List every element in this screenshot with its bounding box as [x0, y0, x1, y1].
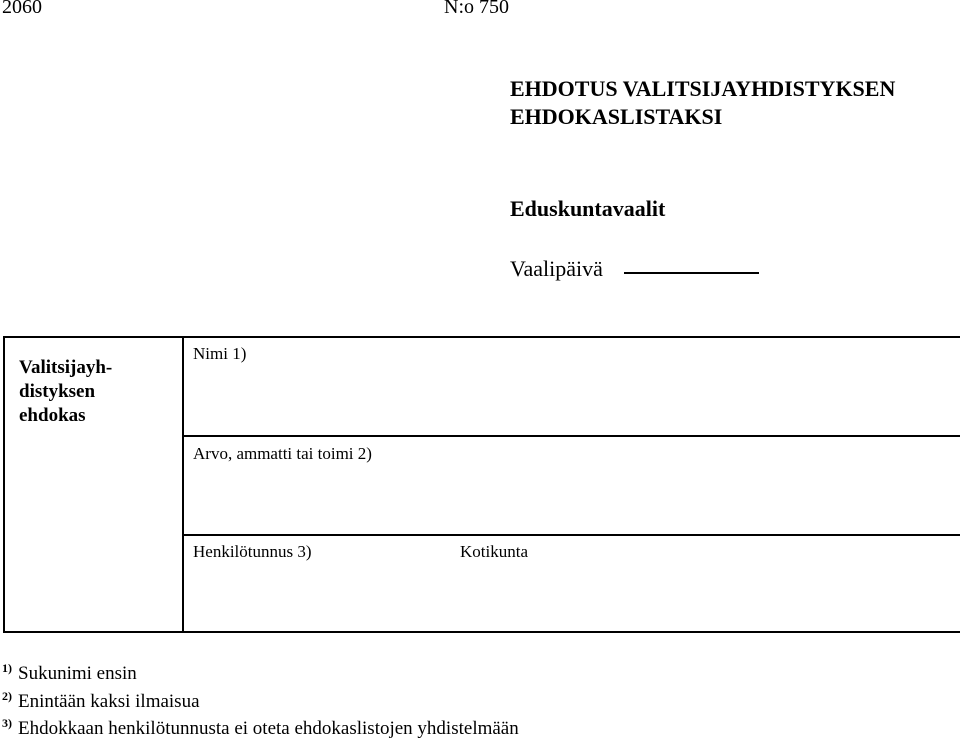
footnote-text: Sukunimi ensin: [18, 663, 137, 684]
election-day-label: Vaalipäivä: [510, 256, 603, 281]
footnote-marker: 2): [2, 689, 12, 703]
election-day-fill-line[interactable]: [624, 272, 759, 274]
footnote-text: Enintään kaksi ilmaisua: [18, 691, 200, 712]
form-divider-horizontal: [182, 534, 960, 536]
form-section-label: Valitsijayh- distyksen ehdokas: [19, 357, 113, 426]
candidate-form: [3, 336, 960, 633]
election-type: Eduskuntavaalit: [510, 196, 666, 221]
issue-number: N:o 750: [444, 0, 509, 18]
municipality-field-label: Kotikunta: [460, 542, 528, 561]
footnote: [2, 689, 200, 713]
document-title-line-2: EHDOKASLISTAKSI: [510, 104, 723, 129]
personal-id-field-label: Henkilötunnus 3): [193, 542, 312, 561]
occupation-field-label: Arvo, ammatti tai toimi 2): [193, 444, 372, 463]
footnote: [2, 716, 519, 740]
footnote: [2, 661, 137, 685]
form-divider-horizontal: [182, 435, 960, 437]
footnote-text: Ehdokkaan henkilötunnusta ei oteta ehdokaslistojen yhdistelmään: [18, 718, 519, 739]
page-number: 2060: [2, 0, 42, 18]
form-divider-vertical: [182, 338, 184, 631]
name-field-label: Nimi 1): [193, 344, 247, 363]
footnote-marker: 1): [2, 661, 12, 675]
footnote-marker: 3): [2, 716, 12, 730]
document-title-line-1: EHDOTUS VALITSIJAYHDISTYKSEN: [510, 76, 896, 101]
